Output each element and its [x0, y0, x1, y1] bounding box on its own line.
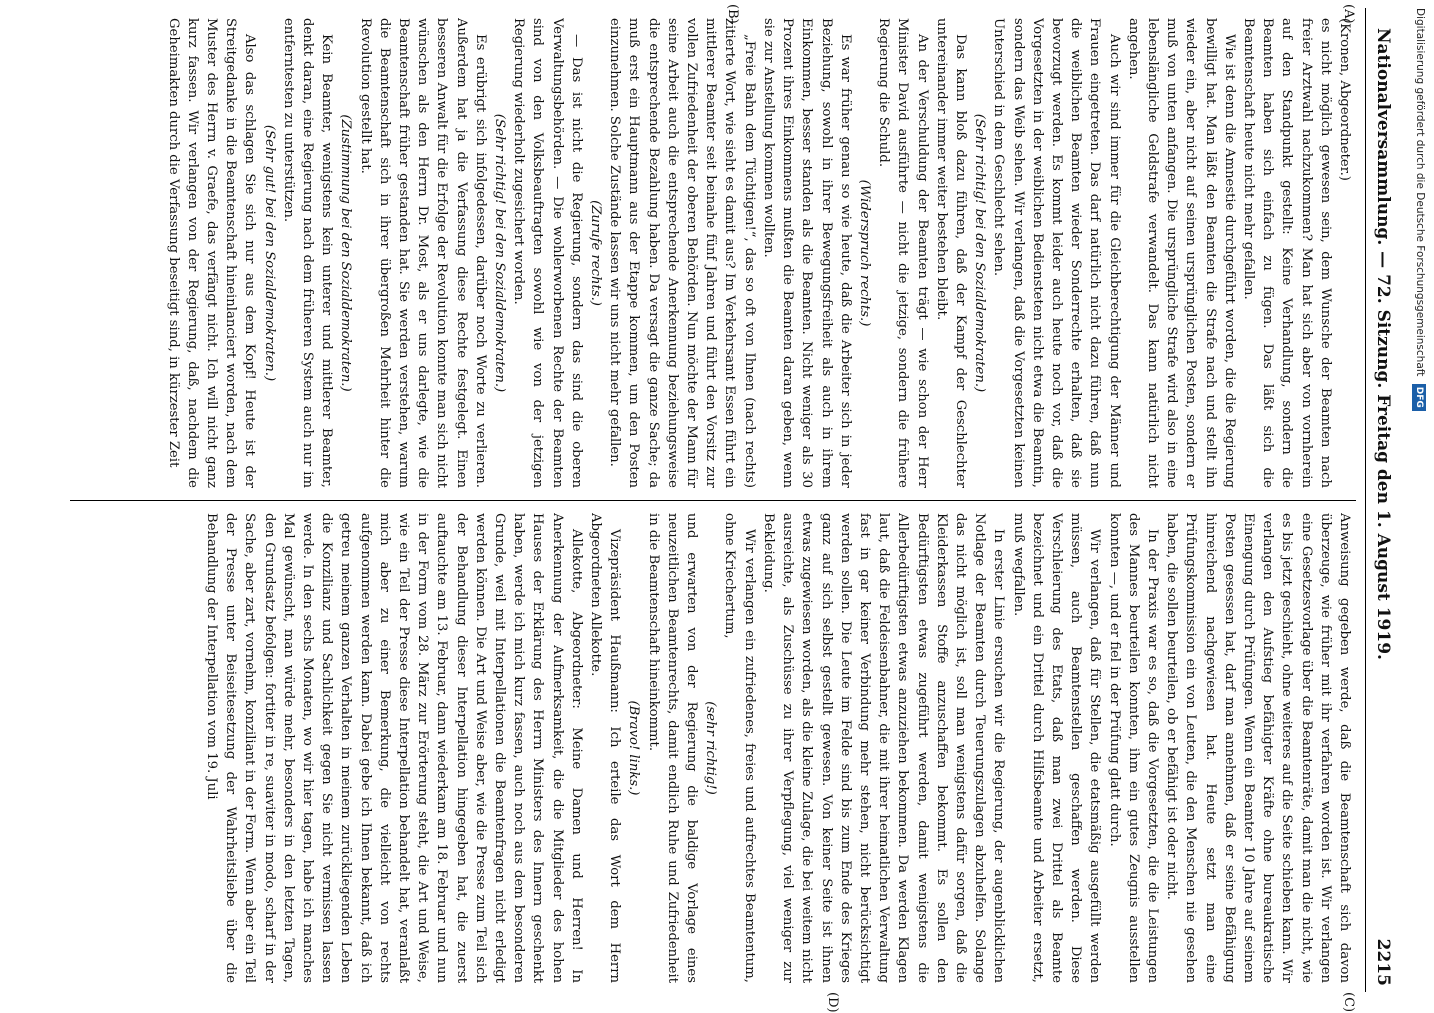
- paragraph: Wie ist denn die Amnestie durchgeführt worden, die die Regierung bewilligt hat. Man läßt den Beamten die Strafe nach und stellt ihn wieder ein, aber nicht auf seinen ursprünglichen Posten, sondern er muß von unten anfangen. Die ursprüngliche Strafe wird also in eine lebenslängliche Geldstrafe verwandelt. Das kann natürlich nicht angehen.: [1125, 18, 1237, 488]
- interjection: (Zurufe rechts.): [588, 200, 604, 306]
- column-left: [70, 18, 1354, 488]
- margin-marker-d: (D): [825, 992, 840, 1013]
- rotated-page: [60, 4, 1400, 1013]
- paragraph: — Das ist nicht die Regierung, sondern das sind die oberen Verwaltungsbehörden. — Die wohlerworbenen Rechte der Beamten sind von den Volksbeauftragten sowohl wie von der jetzigen Regierung wiederholt zugesichert worden.: [511, 18, 584, 488]
- margin-marker-b: (B): [725, 4, 740, 24]
- interjection: (Bravo! links.): [626, 700, 642, 796]
- column-divider: [70, 500, 1356, 501]
- page-header: [1365, 8, 1400, 992]
- paragraph: In der Praxis war es so, daß die Vorgesetzten, die die Leistungen des Mannes beurteilen konnten, ihm ein gutes Zeugnis ausstellen konnten —, und er fiel in der Prüfung glatt durch.: [1106, 513, 1160, 983]
- page-content: [60, 4, 1400, 1013]
- column-right: [70, 513, 1354, 983]
- dfg-logo: DFG: [1412, 384, 1426, 411]
- paragraph: An der Verschuldung der Beamten trägt — wie schon der Herr Minister David ausführte — nicht die jetzige, sondern die frühere Regierung die Schuld.: [876, 18, 930, 488]
- paragraph: Das kann bloß dazu führen, daß der Kampf der Geschlechter untereinander immer weiter bestehen bleibt.: [933, 18, 968, 488]
- paragraph: In erster Linie ersuchen wir die Regierung, der augenblicklichen Notlage der Beamten durch Teuerungszulagen abzuhelfen. Solange das nicht möglich ist, soll man wenigstens dafür sorgen, daß die Kleiderkassen Stoffe anzuschaffen bekommt. Es sollen den Bedürftigsten etwas zugeführt werden, damit wenigstens die Allerbedürftigsten etwas anzuziehen bekommen. Da werden Klagen laut, daß die Feldeisenbahner, die mit ihrer heimatlichen Verwaltung fast in gar keiner Verbindung mehr stehen, nicht berücksichtigt werden sollen. Die Leute im Felde sind bis zum Ende des Krieges ganz auf sich selbst gestellt gewesen. Von keiner Seite ist ihnen etwas zugewiesen worden, als die kleine Zulage, die bei weitem nicht ausreichte, als Zuschüsse zu ihrer Verpflegung, viel weniger zur Bekleidung.: [760, 513, 1007, 983]
- margin-marker-a: (A): [1341, 4, 1356, 24]
- paragraph: Vizepräsident Haußmann: Ich erteile das Wort dem Herrn Abgeordneten Allekotte.: [588, 513, 623, 983]
- speaker-note: (Kronen, Abgeordneter.): [1337, 18, 1352, 181]
- interjection: (Sehr gut! bei den Sozialdemokraten.): [261, 124, 277, 382]
- sidenote-text: Digitalisierung gefördert durch die Deutsche Forschungsgemeinschaft: [1414, 8, 1426, 377]
- paragraph: es nicht möglich gewesen sein, dem Wunsche der Beamten nach freier Arztwahl nachzukommen? Man hat sich aber von vornherein auf den Standpunkt gestellt: Keine Verhandlung, sondern die Beamten haben sich einfach zu fügen. Das läßt sich die Beamtenschaft heute nicht mehr gefallen.: [1240, 18, 1333, 488]
- paragraph: Wir verlangen ein zufriedenes, freies und aufrechtes Beamtentum, ohne Kriechertum,: [722, 513, 757, 983]
- paragraph: Wir verlangen, daß für Stellen, die etatsmäßig ausgefüllt werden müssen, auch Beamtenstellen geschaffen werden. Diese Verschleierung des Etats, daß man zwei Drittel als Beamte bezeichnet und ein Drittel durch Hilfsbeamte und Arbeiter ersetzt, muß wegfallen.: [1010, 513, 1103, 983]
- interjection: (sehr richtig!): [703, 701, 719, 795]
- interjection: (Sehr richtig! bei den Sozialdemokraten.): [972, 113, 988, 393]
- interjection: (Sehr richtig! bei den Sozialdemokraten.): [492, 113, 508, 393]
- digitization-note: [1408, 8, 1432, 992]
- paragraph: Anweisung gegeben werde, daß die Beamtenschaft sich davon überzeuge, wie früher mit ihr verfahren worden ist. Wir verlangen eine Gesetzesvorlage über die Beamtenräte, damit man die nicht, wie es bis jetzt geschieht, ohne weiteres auf die Seite schieben kann. Wir verlangen den Aufstieg befähigter Kräfte ohne bureaukratische Einengung durch Prüfungen. Wenn ein Beamter 10 Jahre auf seinem Posten gesessen hat, darf man annehmen, daß er seine Befähigung hinreichend nachgewiesen hat. Heute setzt man eine Prüfungskommission ein von Leuten, die den Menschen nie gesehen haben, die sollen beurteilen, ob er befähigt ist oder nicht.: [1164, 513, 1352, 983]
- paragraph: und erwarten von der Regierung die baldige Vorlage eines neuzeitlichen Beamtenrechts, damit endlich Ruhe und Zufriedenheit in die Beamtenschaft hineinkommt.: [645, 513, 700, 983]
- paragraph: Allekotte, Abgeordneter: Meine Damen und Herren! In Anerkennung der Aufmerksamkeit, die die Mitglieder des hohen Hauses der Erklärung des Herrn Ministers des Innern geschenkt haben, werde ich mich kurz fassen, auch noch aus dem besonderen Grunde, weil mit Interpellationen die Beamtenfragen nicht erledigt werden können. Die Art und Weise aber, wie die Presse zum Teil sich der Behandlung dieser Interpellation hingegeben hat, die zuerst auftauchte am 13. Februar, dann wiederkam am 18. Februar und nun in der Form vom 28. März zur Erörterung steht, die Art und Weise, wie ein Teil der Presse diese Interpellation behandelt hat, veranlaßt mich aber zu einer Bemerkung, die vielleicht von rechts aufgenommen werden kann. Dabei gebe ich Ihnen bekannt, daß ich getreu meinem ganzen Verhalten in meinem zurückliegenden Leben die Konzilianz und Sachlichkeit gegen Sie nicht vermissen lassen werde. In den sechs Monaten, wo wir hier tagen, habe ich manches Mal gewünscht, man würde mehr, besonders in den letzten Tagen, den Grundsatz befolgen: fortiter in re, suaviter in modo, scharf in der Sache, aber zart, vornehm, konziliant in der Form. Wenn aber ein Teil der Presse unter Beiseitesetzung der Wahrheitsliebe über die Behandlung der Interpellation vom 19. Juli: [204, 513, 584, 983]
- paragraph: Auch wir sind immer für die Gleichberechtigung der Männer und Frauen eingetreten. Das darf natürlich nicht dazu führen, daß nun die weiblichen Beamten wieder Sonderrechte erhalten, daß sie bevorzugt werden. Es kommt leider auch heute noch vor, daß die Vorgesetzten in der weiblichen Bediensteten nicht etwa die Beamtin, sondern das Weib sehen. Wir verlangen, daß die Vorgesetzten keinen Unterschied in dem Geschlecht sehen.: [991, 18, 1122, 488]
- paragraph: Es erübrigt sich infolgedessen, darüber noch Worte zu verlieren. Außerdem hat ja die Verfassung diese Rechte festgelegt. Einen besseren Anwalt für die Erfolge der Revolution konnte man sich nicht wünschen als den Herrn Dr. Most, als er uns darlegte, wie die Beamtenschaft früher gestanden hat. Sie werden verstehen, warum die Beamtenschaft sich in ihrer übergroßen Mehrheit hinter die Revolution gestellt hat.: [357, 18, 488, 488]
- header-title: Nationalversammlung. — 72. Sitzung. Freitag den 1. August 1919.: [1373, 28, 1393, 660]
- paragraph: Also das schlagen Sie sich nur aus dem Kopf! Heute ist der Streitgedanke in die Beamtenschaft hineinlanciert worden, nach dem Muster des Herrn v. Graefe, das verfängt nicht. Ich will nicht ganz kurz fassen. Wir verlangen von der Regierung, daß, nachdem die Geheimakten durch die Verfassung beseitigt sind, in kürzester Zeit: [165, 18, 258, 488]
- page-number: 2215: [1373, 938, 1393, 986]
- paragraph: Es war früher genau so wie heute, daß die Arbeiter sich in jeder Beziehung, sowohl in ihrer Bewegungsfreiheit als auch in ihrem Einkommen, besser standen als die Beamten. Nicht weniger als 30 Prozent ihres Einkommens mußten die Beamten daran geben, wenn sie zur Anstellung kommen wollten.: [760, 18, 853, 488]
- interjection: (Zustimmung bei den Sozialdemokraten.): [338, 114, 354, 392]
- margin-marker-c: (C): [1341, 992, 1356, 1013]
- interjection: (Widerspruch rechts.): [856, 179, 872, 327]
- paragraph: „Freie Bahn dem Tüchtigen!“, das so oft von Ihnen (nach rechts) zitierte Wort, wie sieht es damit aus? Im Verkehrsamt Essen führt ein mittlerer Beamter seit beinahe fünf Jahren und führt den Vorsitz zur vollen Zufriedenheit der oberen Behörden. Nun möchte der Mann für seine Arbeit auch die entsprechende Anerkennung beziehungsweise die entsprechende Bezahlung haben. Da versagt die ganze Sache; da muß erst ein Hauptmann aus der Etappe kommen, um den Posten einzunehmen. Solche Zustände lassen wir uns nicht mehr gefallen.: [607, 18, 757, 488]
- paragraph: Kein Beamter, wenigstens kein unterer und mittlerer Beamter, denkt daran, eine Regierung nach dem früheren System auch nur im entferntesten zu unterstützen.: [280, 18, 335, 488]
